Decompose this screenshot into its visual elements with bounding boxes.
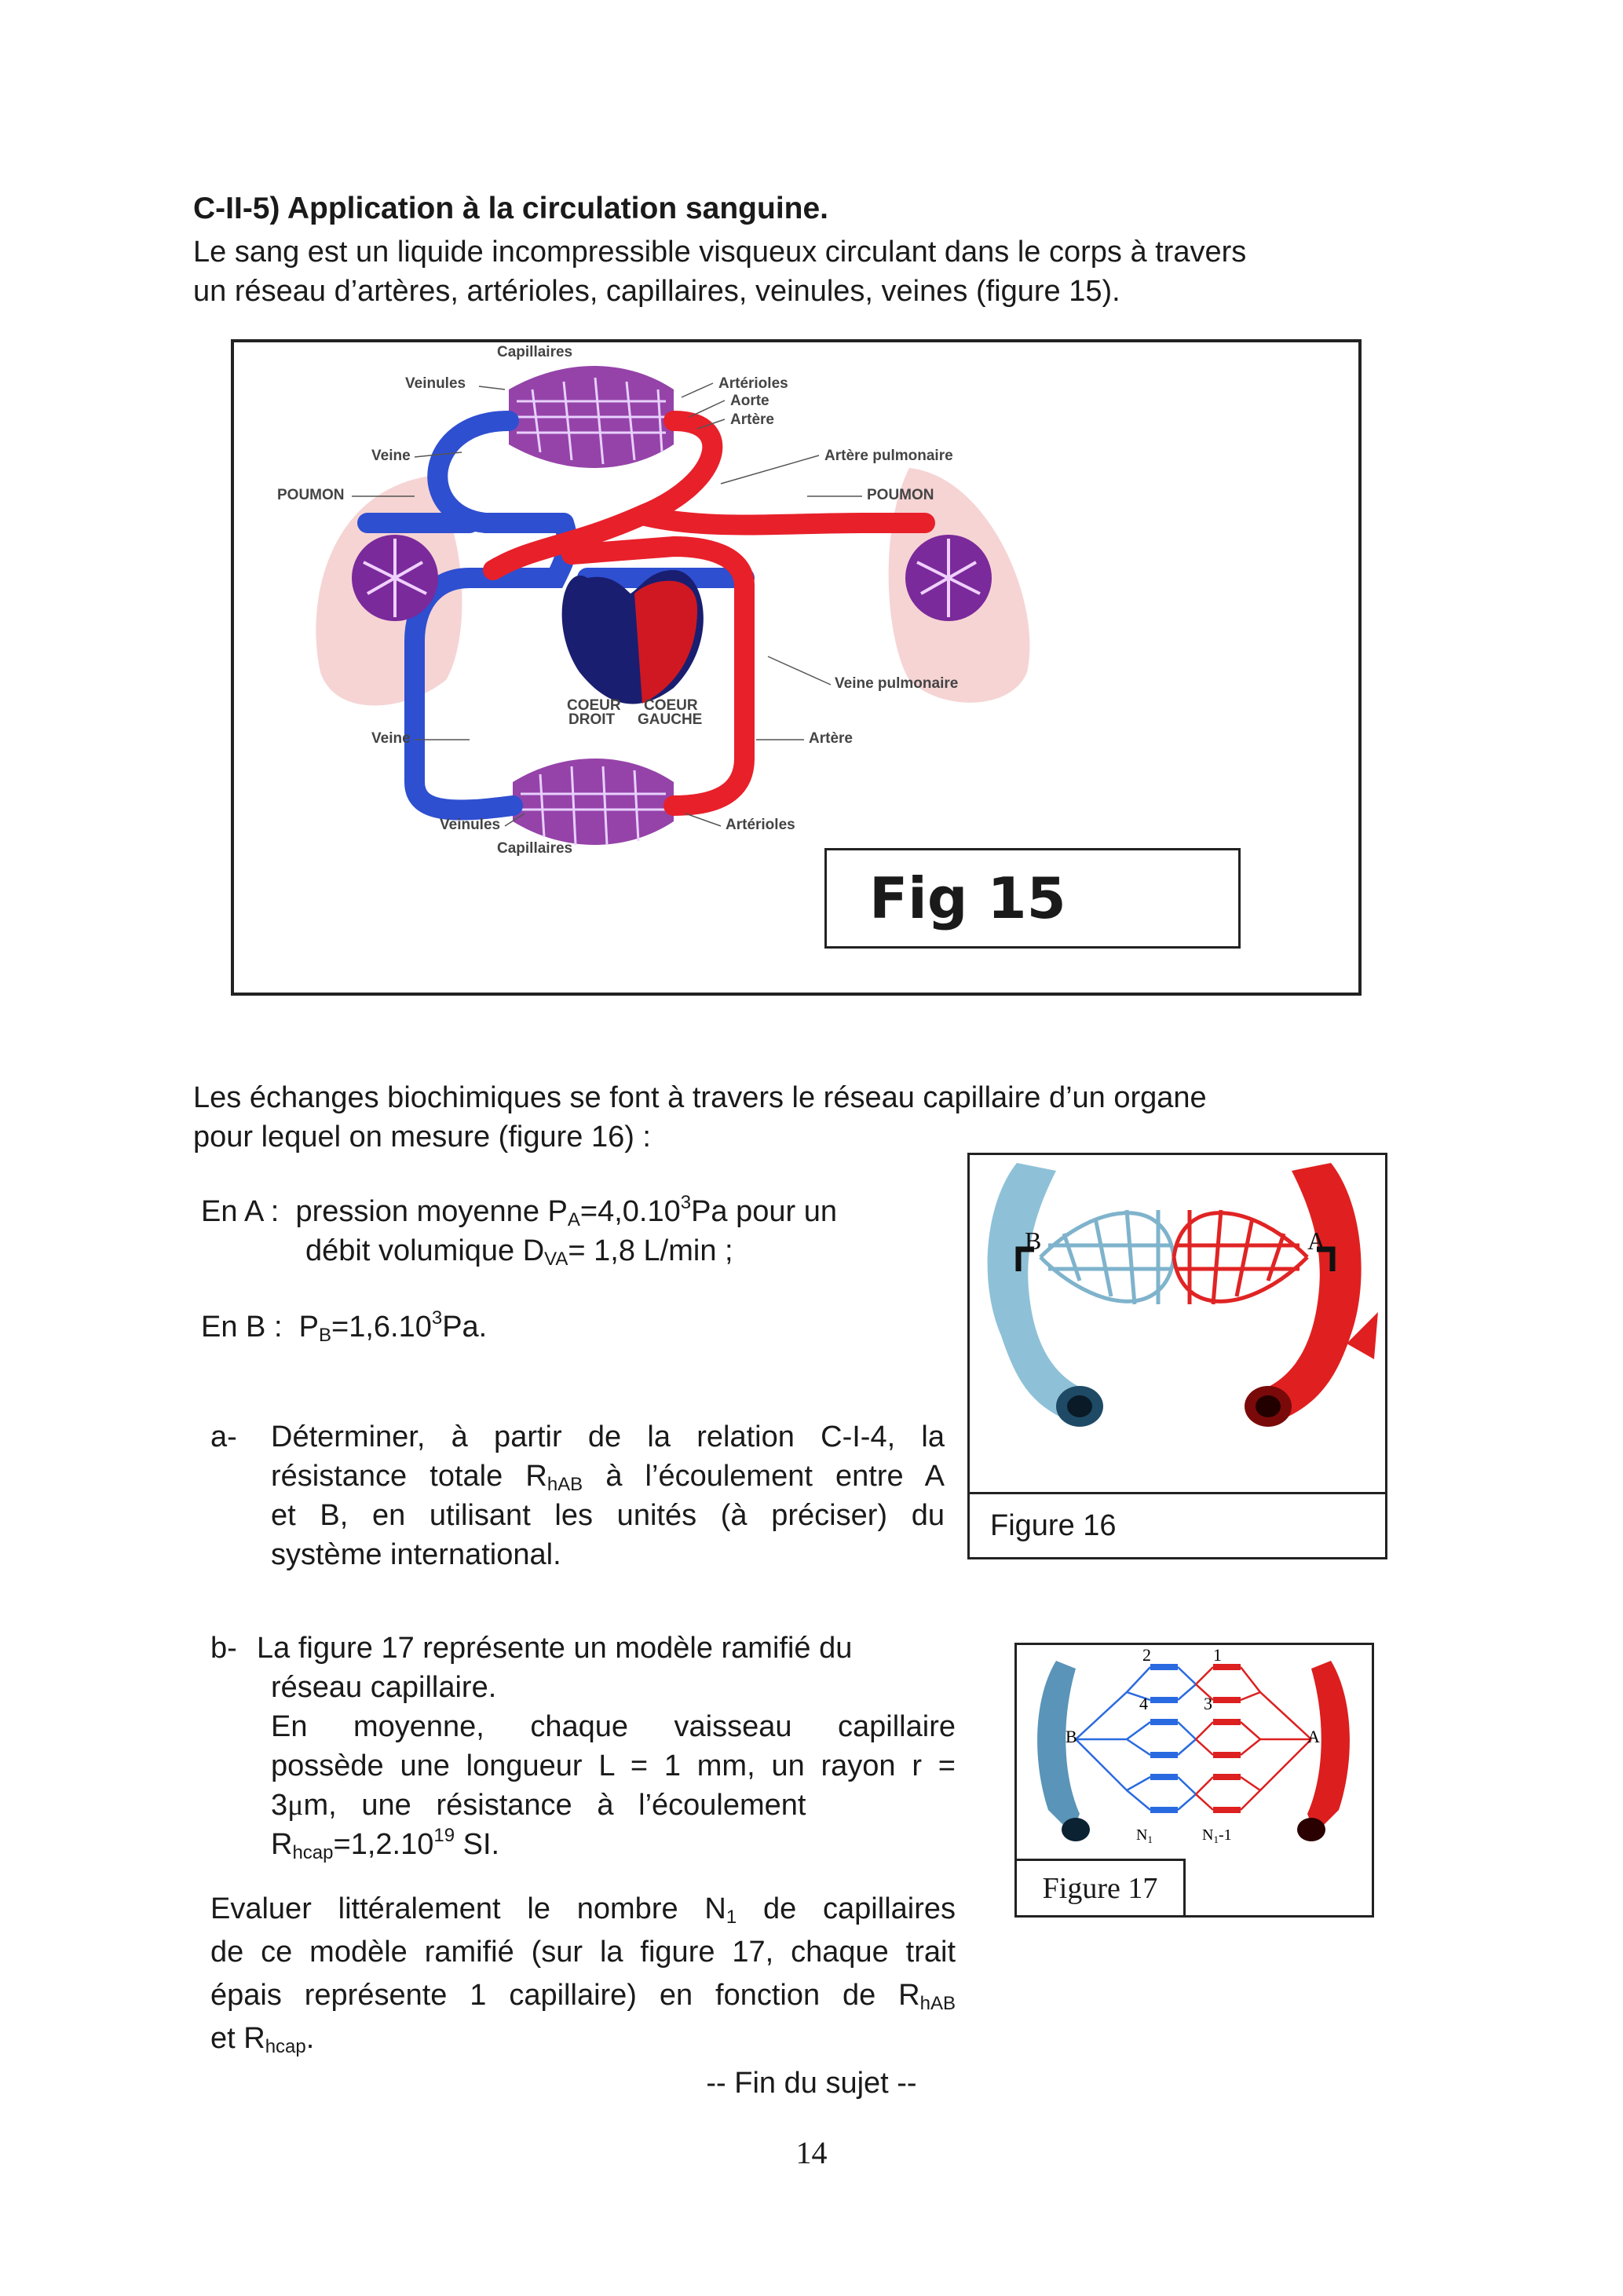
question-a-line: système international. xyxy=(271,1538,561,1571)
label-b: B xyxy=(1025,1227,1042,1255)
question-a-line: Déterminer, à partir de la relation C-I-4, la xyxy=(271,1420,945,1453)
label-arterioles-top: Artérioles xyxy=(718,375,788,392)
measure-b-text: P xyxy=(298,1311,319,1344)
label-poumon-left: POUMON xyxy=(277,487,345,503)
measure-b-prefix: En B : xyxy=(201,1311,283,1344)
label-4: 4 xyxy=(1139,1694,1148,1713)
question-b-text: m, une résistance à l’écoulement xyxy=(303,1789,806,1822)
figure-16 xyxy=(967,1153,1387,1559)
figure-17-caption: Figure 17 xyxy=(1017,1859,1186,1915)
blue-capillaries xyxy=(1150,1667,1178,1810)
label-veine-top: Veine xyxy=(371,448,411,464)
question-a-marker: a- xyxy=(210,1420,237,1453)
measure-a-value: =4,0.10 xyxy=(579,1195,681,1228)
measure-b xyxy=(201,1307,487,1347)
question-b-line: possède une longueur L = 1 mm, un rayon r = xyxy=(271,1749,956,1782)
label-3: 3 xyxy=(1204,1694,1212,1713)
question-b-marker: b- xyxy=(210,1632,237,1665)
evaluate-text: épais représente 1 capillaire) en fonction de R xyxy=(210,1979,920,2012)
figure-15-caption: Fig 15 xyxy=(824,848,1241,949)
section-heading: C-II-5) Application à la circulation sanguine. xyxy=(193,192,829,225)
measure-b-sub: B xyxy=(318,1325,331,1346)
label-n1-minus-1: $N_1-1$ xyxy=(1202,1826,1232,1845)
label-capillaires-bottom: Capillaires xyxy=(497,840,573,857)
label-a: A xyxy=(1307,1727,1320,1746)
label-artere-bottom: Artère xyxy=(809,730,853,747)
evaluate-text: de capillaires xyxy=(737,1892,956,1925)
label-coeur-droit-1: COEUR xyxy=(567,697,621,714)
label-coeur-droit-2: DROIT xyxy=(568,711,616,728)
exchanges-paragraph xyxy=(193,1078,1363,1157)
evaluate-sub: hAB xyxy=(919,1993,956,2014)
label-coeur-gauche-1: COEUR xyxy=(644,697,698,714)
question-a-text: résistance totale R xyxy=(271,1460,547,1493)
evaluate-paragraph xyxy=(210,1888,956,2060)
question-b-line: réseau capillaire. xyxy=(271,1671,497,1704)
measure-a-flow-value: = 1,8 L/min ; xyxy=(568,1234,733,1267)
label-veinules-top: Veinules xyxy=(405,375,466,392)
measure-a-sub: A xyxy=(567,1209,580,1230)
label-veine-bottom: Veine xyxy=(371,730,411,747)
question-b-text: 3 xyxy=(271,1789,288,1822)
figure-17 xyxy=(1014,1643,1374,1918)
question-b-line1: La figure 17 représente un modèle ramifié du xyxy=(257,1632,853,1665)
measure-a-flow-text: débit volumique D xyxy=(305,1234,545,1267)
question-b-line: En moyenne, chaque vaisseau capillaire xyxy=(271,1710,956,1743)
label-veine-pulmonaire: Veine pulmonaire xyxy=(835,675,959,692)
exchanges-line: Les échanges biochimiques se font à travers le réseau capillaire d’un organe xyxy=(193,1081,1207,1114)
measure-a-flow-sub: VA xyxy=(544,1249,568,1270)
evaluate-text: . xyxy=(305,2022,315,2055)
measure-a-exp: 3 xyxy=(680,1192,692,1213)
intro-line: Le sang est un liquide incompressible visqueux circulant dans le corps à travers xyxy=(193,236,1247,269)
branched-capillary-model xyxy=(1017,1645,1372,1859)
exchanges-line: pour lequel on mesure (figure 16) : xyxy=(193,1121,651,1153)
label-veinules-bottom: Veinules xyxy=(440,817,501,833)
arterial-circuit xyxy=(493,421,925,806)
artery-vessel xyxy=(1307,1661,1350,1834)
question-b xyxy=(271,1668,956,1864)
label-aorte: Aorte xyxy=(730,393,769,409)
measure-b-exp: 3 xyxy=(431,1307,443,1329)
question-a-line: et B, en utilisant les unités (à préciser) du xyxy=(271,1499,945,1532)
label-artere-top: Artère xyxy=(730,411,774,428)
question-a-sub: hAB xyxy=(546,1474,583,1495)
end-of-subject: -- Fin du sujet -- xyxy=(706,2067,917,2100)
evaluate-sub: 1 xyxy=(726,1907,737,1928)
intro-line: un réseau d’artères, artérioles, capillaires, veinules, veines (figure 15). xyxy=(193,275,1120,308)
label-artere-pulmonaire: Artère pulmonaire xyxy=(824,448,953,464)
label-capillaires-top: Capillaires xyxy=(497,344,573,360)
measure-a-prefix: En A : xyxy=(201,1195,280,1228)
label-coeur-gauche-2: GAUCHE xyxy=(638,711,703,728)
question-b-text: R xyxy=(271,1828,293,1861)
evaluate-line: de ce modèle ramifié (sur la figure 17, chaque trait xyxy=(210,1936,956,1969)
question-b-text: =1,2.10 xyxy=(333,1828,434,1861)
label-2: 2 xyxy=(1142,1645,1151,1665)
page-number: 14 xyxy=(795,2135,828,2170)
measure-a xyxy=(201,1192,939,1270)
measure-a-unit: Pa pour un xyxy=(691,1195,837,1228)
question-a-text: à l’écoulement entre A xyxy=(583,1460,945,1493)
evaluate-sub: hcap xyxy=(265,2036,306,2057)
question-b-text: SI. xyxy=(455,1828,500,1861)
vein-vessel xyxy=(1037,1661,1080,1834)
intro-paragraph xyxy=(193,232,1371,311)
measure-b-unit: Pa. xyxy=(442,1311,488,1344)
measure-b-value: =1,6.10 xyxy=(331,1311,432,1344)
figure-16-caption: Figure 16 xyxy=(970,1492,1385,1557)
label-1: 1 xyxy=(1213,1645,1222,1665)
mu-symbol: μ xyxy=(287,1789,304,1822)
question-b-sub: hcap xyxy=(292,1842,334,1863)
question-a xyxy=(271,1417,945,1574)
question-b-exp: 19 xyxy=(433,1825,455,1846)
bottom-capillary-bed xyxy=(513,759,674,845)
label-poumon-right: POUMON xyxy=(867,487,934,503)
label-arterioles-bottom: Artérioles xyxy=(726,817,795,833)
capillary-network-diagram xyxy=(970,1155,1385,1494)
red-capillaries xyxy=(1213,1667,1241,1810)
evaluate-text: Evaluer littéralement le nombre N xyxy=(210,1892,726,1925)
label-a: A xyxy=(1307,1227,1326,1255)
measure-a-text: pression moyenne P xyxy=(295,1195,568,1228)
label-n1: $N_1$ xyxy=(1136,1826,1153,1845)
label-b: B xyxy=(1066,1727,1077,1746)
evaluate-text: et R xyxy=(210,2022,265,2055)
